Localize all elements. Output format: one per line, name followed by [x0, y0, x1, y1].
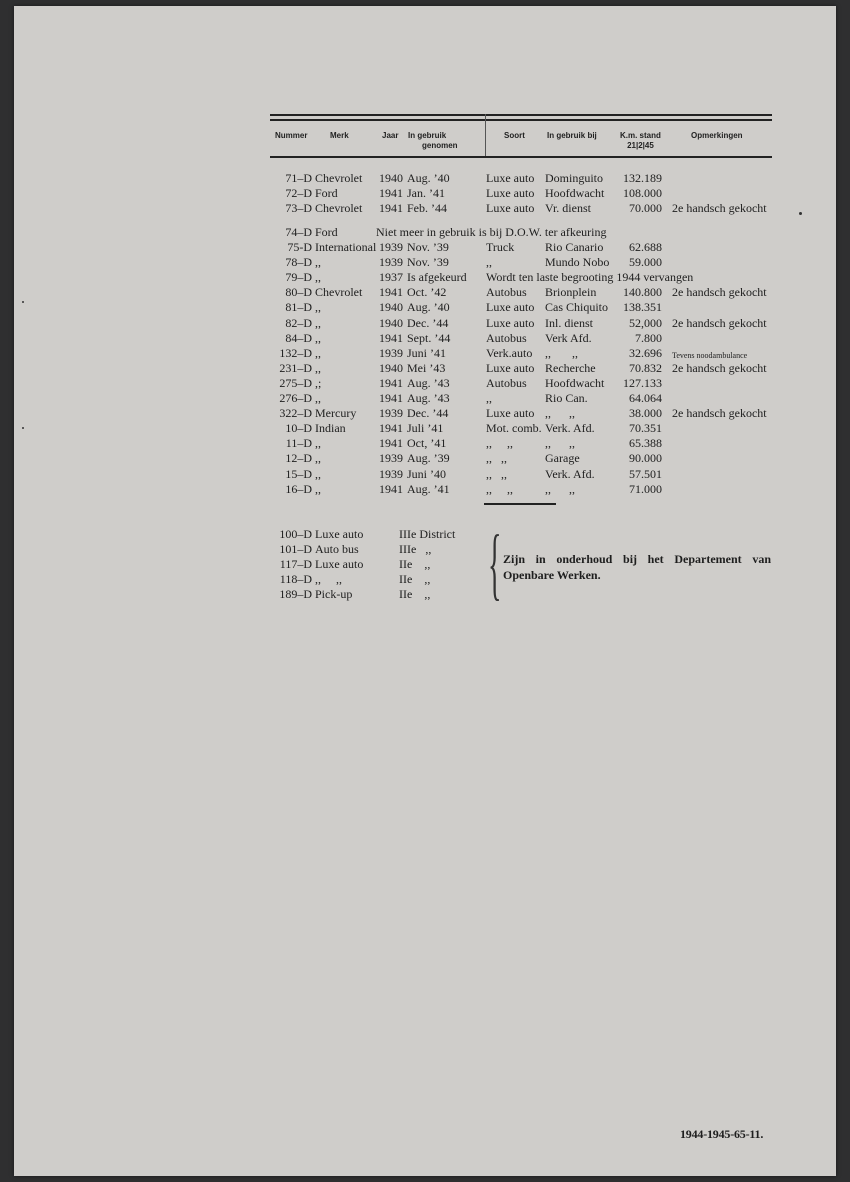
- cell-km: 59.000: [629, 255, 662, 270]
- cell-bij: Vr. dienst: [545, 201, 591, 215]
- cell-nr: 78–D: [285, 255, 312, 270]
- cell-jaar: 1941: [379, 436, 403, 451]
- cell-jaar: 1941: [379, 391, 403, 405]
- cell-datum: Aug. ’43: [407, 391, 450, 405]
- col-header-merk: Merk: [330, 131, 349, 140]
- cell-nr: 132–D: [279, 345, 312, 360]
- table-row: [14, 391, 836, 406]
- table-row: [14, 451, 836, 466]
- cell-datum: Sept. ’44: [407, 330, 451, 345]
- cell-km: 132.189: [623, 171, 662, 185]
- dept-nr: 117–D: [279, 557, 312, 571]
- row-74-merk: Ford: [315, 225, 338, 239]
- cell-datum: Juni ’41: [407, 345, 446, 360]
- dept-merk: Luxe auto: [315, 527, 364, 541]
- cell-merk: ,,: [315, 315, 321, 330]
- dept-district: IIIe ,,: [399, 542, 432, 556]
- cell-nr: 15–D: [285, 466, 312, 481]
- dept-merk: Pick-up: [315, 587, 353, 601]
- header-divider: [485, 114, 486, 156]
- cell-soort: Luxe auto: [486, 360, 535, 375]
- col-header-km-stand: [620, 131, 661, 151]
- table-row: [14, 285, 836, 300]
- dept-nr: 118–D: [279, 572, 312, 586]
- cell-merk: International: [315, 240, 377, 254]
- cell-jaar: 1939: [379, 240, 403, 254]
- cell-nr: 75-D: [287, 240, 312, 254]
- cell-soort: Truck: [486, 240, 515, 254]
- cell-soort: Luxe auto: [486, 171, 535, 185]
- cell-datum: Aug. ’41: [407, 481, 450, 496]
- cell-merk: ,,: [315, 345, 321, 360]
- cell-jaar: 1940: [379, 315, 403, 330]
- dept-row: [14, 557, 494, 572]
- cell-nr: 12–D: [285, 451, 312, 466]
- cell-soort: Autobus: [486, 330, 527, 345]
- cell-datum: Dec. ’44: [407, 315, 449, 330]
- cell-datum: Oct, ’41: [407, 436, 447, 451]
- table-row: [14, 467, 836, 482]
- cell-bij: Recherche: [545, 360, 596, 375]
- cell-nr: 16–D: [285, 481, 312, 496]
- cell-km: 38.000: [629, 406, 662, 421]
- dept-merk: Luxe auto: [315, 557, 364, 571]
- table-row: [14, 316, 836, 331]
- dept-nr: 189–D: [279, 587, 312, 601]
- table-row: [14, 331, 836, 346]
- cell-jaar: 1941: [379, 375, 403, 390]
- table-row: [14, 361, 836, 376]
- cell-jaar: 1939: [379, 451, 403, 466]
- cell-opm: 2e handsch gekocht: [672, 406, 767, 421]
- dept-district: IIIe District: [399, 527, 456, 541]
- cell-jaar: 1940: [379, 171, 403, 185]
- table-row: [14, 406, 836, 421]
- cell-jaar: 1941: [379, 285, 403, 300]
- row-74-text: Niet meer in gebruik is bij D.O.W. ter afkeuring: [376, 225, 607, 239]
- cell-soort: ,, ,,: [486, 436, 513, 451]
- cell-bij: Rio Canario: [545, 240, 604, 254]
- cell-opm: 2e handsch gekocht: [672, 285, 767, 300]
- col-header-jaar: Jaar: [382, 131, 399, 140]
- cell-merk: ,,: [315, 466, 321, 481]
- dept-merk: Auto bus: [315, 542, 359, 556]
- cell-datum: Aug. ’43: [407, 375, 450, 390]
- cell-soort: Luxe auto: [486, 406, 535, 421]
- cell-bij: Brionplein: [545, 285, 597, 300]
- cell-datum: Aug. ’40: [407, 300, 450, 315]
- cell-jaar: 1941: [379, 421, 403, 436]
- cell-datum: Feb. ’44: [407, 201, 447, 215]
- cell-nr: 71–D: [285, 171, 312, 185]
- cell-datum: Nov. ’39: [407, 255, 449, 270]
- cell-merk: Chevrolet: [315, 201, 363, 215]
- cell-bij: ,, ,,: [545, 406, 575, 421]
- cell-nr: 10–D: [285, 421, 312, 436]
- cell-opm: 2e handsch gekocht: [672, 360, 767, 375]
- col-header-opmerkingen: Opmerkingen: [691, 131, 743, 140]
- cell-merk: ,,: [315, 330, 321, 345]
- cell-km: 71.000: [629, 481, 662, 496]
- dept-nr: 100–D: [279, 527, 312, 541]
- cell-soort: Luxe auto: [486, 300, 535, 315]
- cell-jaar: 1941: [379, 201, 403, 215]
- cell-jaar: 1940: [379, 360, 403, 375]
- cell-km: 108.000: [623, 186, 662, 200]
- cell-soort: ,, ,,: [486, 466, 507, 481]
- cell-datum: Juni ’40: [407, 466, 446, 481]
- table-row: [14, 186, 836, 201]
- cell-km: 90.000: [629, 451, 662, 466]
- cell-opm: 2e handsch gekocht: [672, 201, 767, 215]
- cell-bij: Hoofdwacht: [545, 186, 605, 200]
- cell-jaar: 1939: [379, 255, 403, 270]
- cell-km: 70.351: [629, 421, 662, 436]
- cell-datum: Mei ’43: [407, 360, 446, 375]
- cell-merk: Chevrolet: [315, 171, 363, 185]
- col-header-in-gebruik-line1: In gebruik: [408, 131, 447, 140]
- cell-bij: ,, ,,: [545, 481, 575, 496]
- cell-merk: ,;: [315, 375, 322, 390]
- cell-merk: Chevrolet: [315, 285, 363, 300]
- cell-soort: ,, ,,: [486, 481, 513, 496]
- table-end-rule: [484, 503, 556, 505]
- cell-km: 64.064: [629, 391, 662, 405]
- cell-bij: Cas Chiquito: [545, 300, 609, 315]
- table-row: [14, 482, 836, 497]
- cell-nr: 275–D: [279, 375, 312, 390]
- dept-row: [14, 587, 494, 602]
- cell-merk: ,,: [315, 360, 321, 375]
- cell-nr: 276–D: [279, 391, 312, 405]
- col-header-km-line1: K.m. stand: [620, 131, 661, 140]
- table-row: [14, 255, 836, 270]
- cell-datum: Is afgekeurd: [407, 270, 467, 285]
- col-header-nummer: Nummer: [275, 131, 308, 140]
- dept-district: IIe ,,: [399, 587, 431, 601]
- dept-district: IIe ,,: [399, 572, 431, 586]
- table-row: [14, 421, 836, 436]
- col-header-soort: Soort: [504, 131, 525, 140]
- dept-row: [14, 527, 494, 542]
- document-page: [14, 6, 836, 1176]
- cell-merk: ,,: [315, 270, 321, 285]
- cell-merk: ,,: [315, 391, 321, 405]
- cell-nr: 73–D: [285, 201, 312, 215]
- cell-datum: Aug. ’39: [407, 451, 450, 466]
- cell-nr: 322–D: [279, 406, 312, 421]
- cell-nr: 72–D: [285, 186, 312, 200]
- cell-jaar: 1940: [379, 300, 403, 315]
- cell-merk: Ford: [315, 186, 338, 200]
- cell-km: 70.832: [629, 360, 662, 375]
- cell-nr: 82–D: [285, 315, 312, 330]
- cell-merk: Mercury: [315, 406, 357, 421]
- cell-datum: Juli ’41: [407, 421, 444, 436]
- cell-soort: Autobus: [486, 285, 527, 300]
- dept-row: [14, 542, 494, 557]
- header-rule: [270, 156, 772, 158]
- cell-jaar: 1939: [379, 345, 403, 360]
- cell-nr: 79–D: [285, 270, 312, 285]
- cell-km: 65.388: [629, 436, 662, 451]
- cell-km: 32.696: [629, 345, 662, 360]
- cell-datum: Jan. ’41: [407, 186, 445, 200]
- cell-km: 140.800: [623, 285, 662, 300]
- cell-jaar: 1941: [379, 186, 403, 200]
- top-rule-2: [270, 119, 772, 121]
- table-row: [14, 201, 836, 216]
- cell-datum: Nov. ’39: [407, 240, 449, 254]
- cell-merk: ,,: [315, 481, 321, 496]
- cell-soort: ,, ,,: [486, 451, 507, 466]
- table-row: [14, 171, 836, 186]
- cell-bij: Garage: [545, 451, 580, 466]
- cell-bij: Verk. Afd.: [545, 421, 595, 436]
- cell-km: 62.688: [629, 240, 662, 254]
- table-row: [14, 436, 836, 451]
- col-header-km-line2: 21|2|45: [627, 141, 654, 150]
- cell-soort: Wordt ten laste begrooting 1944 vervangen: [486, 270, 694, 285]
- table-row: [14, 376, 836, 391]
- document-number: 1944-1945-65-11.: [680, 1127, 764, 1141]
- cell-opm: Tevens noodambulance: [672, 350, 748, 360]
- cell-opm: 2e handsch gekocht: [672, 315, 767, 330]
- cell-merk: ,,: [315, 436, 321, 451]
- cell-bij: ,, ,,: [545, 436, 575, 451]
- cell-datum: Oct. ’42: [407, 285, 447, 300]
- cell-jaar: 1941: [379, 481, 403, 496]
- cell-bij: Inl. dienst: [545, 315, 593, 330]
- cell-bij: Hoofdwacht: [545, 375, 605, 390]
- cell-bij: Dominguito: [545, 171, 604, 185]
- cell-soort: Mot. comb.: [486, 421, 542, 436]
- cell-jaar: 1939: [379, 466, 403, 481]
- table-row: [14, 346, 836, 361]
- cell-jaar: 1937: [379, 270, 403, 285]
- cell-datum: Dec. ’44: [407, 406, 449, 421]
- cell-bij: Mundo Nobo: [545, 255, 610, 270]
- cell-nr: 81–D: [285, 300, 312, 315]
- cell-bij: ,, ,,: [545, 345, 578, 360]
- col-header-in-gebruik-line2: genomen: [422, 141, 458, 150]
- cell-nr: 11–D: [285, 436, 312, 451]
- cell-km: 70.000: [629, 201, 662, 215]
- cell-soort: Verk.auto: [486, 345, 533, 360]
- cell-soort: Luxe auto: [486, 186, 535, 200]
- cell-nr: 231–D: [279, 360, 312, 375]
- top-rule-1: [270, 114, 772, 116]
- cell-merk: ,,: [315, 300, 321, 315]
- cell-merk: ,,: [315, 451, 321, 466]
- dept-nr: 101–D: [279, 542, 312, 556]
- cell-km: 57.501: [629, 466, 662, 481]
- dept-row: [14, 572, 494, 587]
- cell-soort: Autobus: [486, 375, 527, 390]
- cell-bij: Verk Afd.: [545, 330, 592, 345]
- cell-merk: Indian: [315, 421, 346, 436]
- table-row: [14, 300, 836, 315]
- cell-km: 52,000: [629, 315, 662, 330]
- cell-soort: Luxe auto: [486, 315, 535, 330]
- row-74-nr: 74–D: [285, 225, 312, 239]
- cell-nr: 84–D: [285, 330, 312, 345]
- cell-merk: ,,: [315, 255, 321, 270]
- cell-bij: Rio Can.: [545, 391, 588, 405]
- dept-note: Zijn in onderhoud bij het Departement van Openbare Werken.: [503, 552, 771, 582]
- cell-km: 7.800: [635, 330, 662, 345]
- dept-district: IIe ,,: [399, 557, 431, 571]
- cell-bij: Verk. Afd.: [545, 466, 595, 481]
- cell-soort: ,,: [486, 255, 492, 270]
- col-header-in-gebruik-bij: In gebruik bij: [547, 131, 597, 140]
- dept-merk: ,, ,,: [315, 572, 342, 586]
- cell-jaar: 1939: [379, 406, 403, 421]
- cell-soort: ,,: [486, 391, 492, 405]
- cell-jaar: 1941: [379, 330, 403, 345]
- cell-km: 138.351: [623, 300, 662, 315]
- cell-datum: Aug. ’40: [407, 171, 450, 185]
- brace-icon: {: [488, 520, 502, 608]
- cell-km: 127.133: [623, 375, 662, 390]
- cell-soort: Luxe auto: [486, 201, 535, 215]
- col-header-in-gebruik: [408, 131, 458, 151]
- table-row: [14, 270, 836, 285]
- table-row: [14, 240, 836, 255]
- cell-nr: 80–D: [285, 285, 312, 300]
